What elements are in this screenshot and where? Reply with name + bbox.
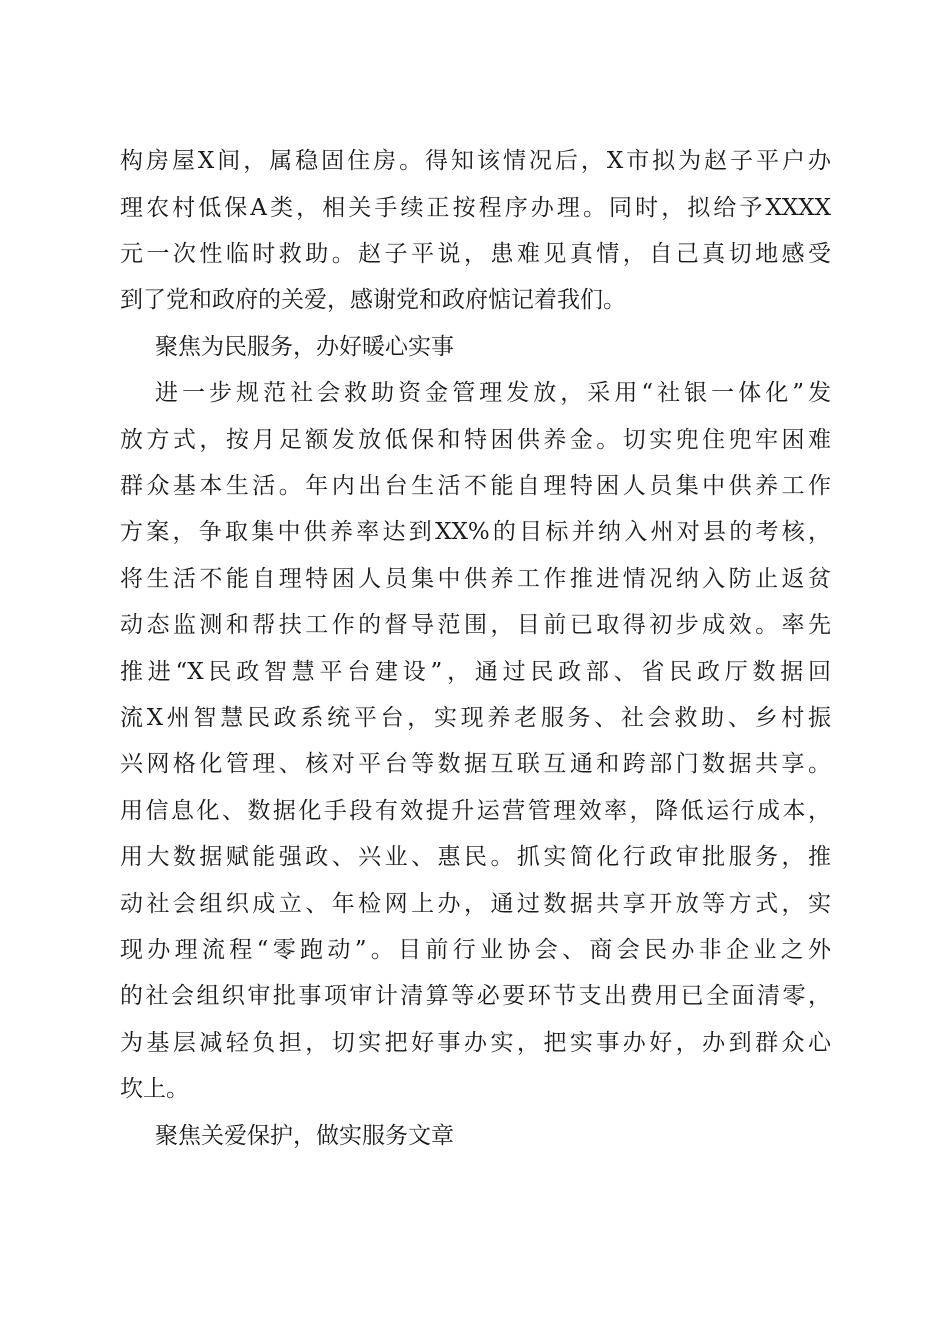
text-line: 推进“X民政智慧平台建设”，通过民政部、省民政厅数据回 xyxy=(120,659,831,685)
text-line: 的社会组织审批事项审计清算等必要环节支出费用已全面清零， xyxy=(120,983,831,1009)
text-line: 用大数据赋能强政、兴业、惠民。抓实简化行政审批服务，推 xyxy=(120,844,831,870)
text-line: 将生活不能自理特困人员集中供养工作推进情况纳入防止返贫 xyxy=(120,566,831,592)
text-line: 动态监测和帮扶工作的督导范围，目前已取得初步成效。率先 xyxy=(120,612,831,638)
text-line: 群众基本生活。年内出台生活不能自理特困人员集中供养工作 xyxy=(120,473,831,499)
text-line: 到了党和政府的关爱，感谢党和政府惦记着我们。 xyxy=(120,287,626,313)
section-heading: 聚焦为民服务，办好暖心实事 xyxy=(155,334,454,360)
text-line: 流X州智慧民政系统平台，实现养老服务、社会救助、乡村振 xyxy=(120,705,831,731)
text-line: 元一次性临时救助。赵子平说，患难见真情，自己真切地感受 xyxy=(120,241,831,267)
text-line: 现办理流程“零跑动”。目前行业协会、商会民办非企业之外 xyxy=(120,937,831,963)
text-line: 动社会组织成立、年检网上办，通过数据共享开放等方式，实 xyxy=(120,891,831,917)
text-line: 兴网格化管理、核对平台等数据互联互通和跨部门数据共享。 xyxy=(120,751,831,777)
text-line: 坎上。 xyxy=(120,1076,189,1102)
text-line: 用信息化、数据化手段有效提升运营管理效率，降低运行成本， xyxy=(120,798,831,824)
text-line: 放方式，按月足额发放低保和特困供养金。切实兜住兜牢困难 xyxy=(120,427,831,453)
text-line: 方案，争取集中供养率达到XX%的目标并纳入州对县的考核， xyxy=(120,519,831,545)
text-line: 理农村低保A类，相关手续正按程序办理。同时，拟给予XXXX xyxy=(120,195,831,221)
text-line: 进一步规范社会救助资金管理发放，采用“社银一体化”发 xyxy=(155,380,831,406)
text-line: 构房屋X间，属稳固住房。得知该情况后，X市拟为赵子平户办 xyxy=(120,148,831,174)
text-line: 为基层减轻负担，切实把好事办实，把实事办好，办到群众心 xyxy=(120,1030,831,1056)
section-heading: 聚焦关爱保护，做实服务文章 xyxy=(155,1123,454,1149)
